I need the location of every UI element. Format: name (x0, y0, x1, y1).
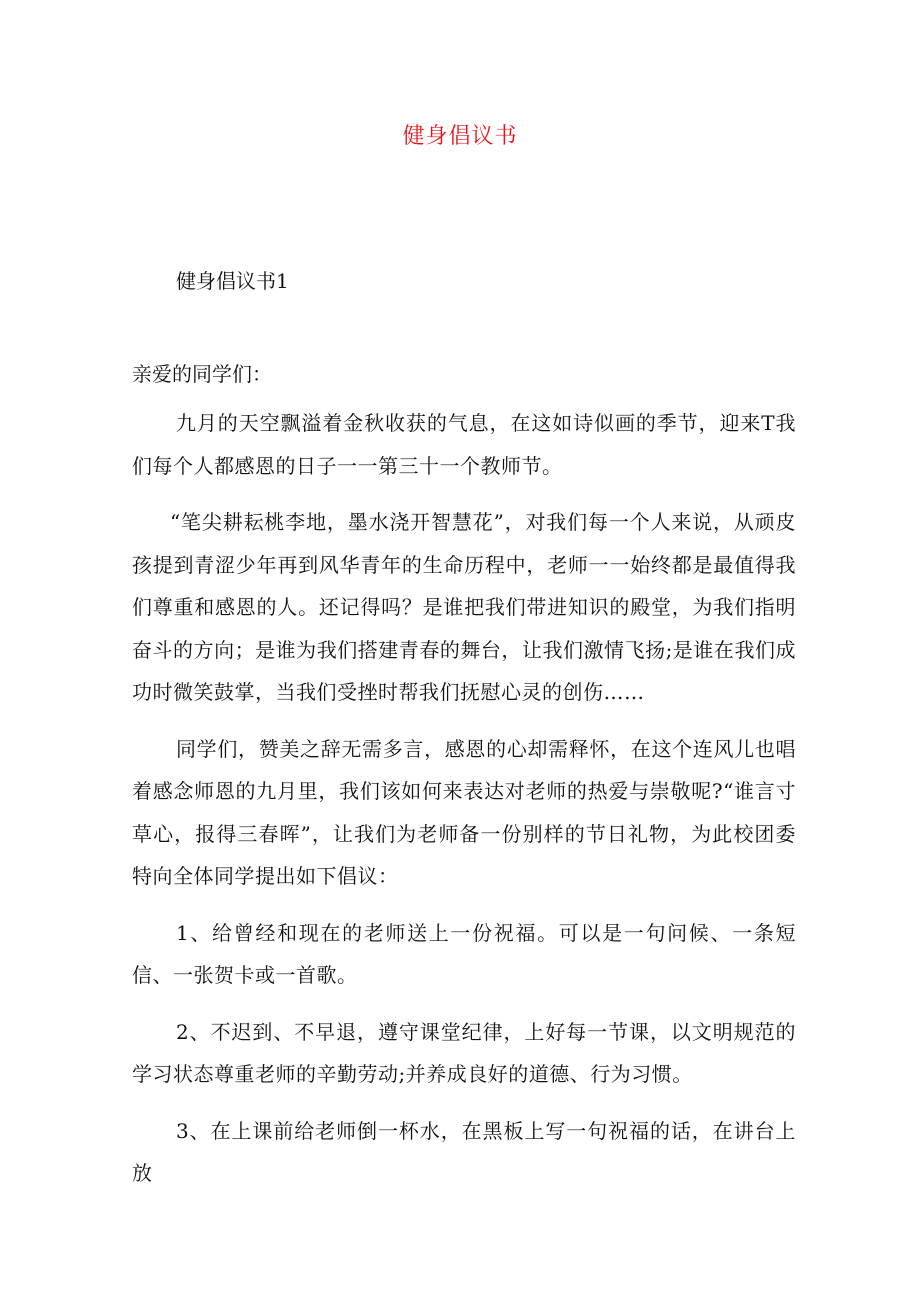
document-title: 健身倡议书 (402, 124, 518, 149)
salutation: 亲爱的同学们： (132, 362, 272, 386)
section-heading: 健身倡议书1 (176, 269, 289, 293)
paragraph-item-3: 3、在上课前给老师倒一杯水，在黑板上写一句祝福的话，在讲台上放 (132, 1118, 796, 1185)
paragraph-intro: 九月的天空飘溢着金秋收获的气息，在这如诗似画的季节，迎来T我们每个人都感恩的日子一一第三十一个教师节。 (132, 411, 796, 478)
paragraph-item-1: 1、给曾经和现在的老师送上一份祝福。可以是一句问候、一条短信、一张贺卡或一首歌。 (132, 920, 796, 987)
paragraph-item-2: 2、不迟到、不早退，遵守课堂纪律，上好每一节课，以文明规范的学习状态尊重老师的辛勤劳动;并养成良好的道德、行为习惯。 (132, 1019, 796, 1086)
paragraph-quote: “笔尖耕耘桃李地，墨水浇开智慧花”，对我们每一个人来说，从顽皮孩提到青涩少年再到风华青年的生命历程中，老师一一始终都是最值得我们尊重和感恩的人。还记得吗？是谁把我们带进知识的殿堂，为我们指明奋斗的方向；是谁为我们搭建青春的舞台，让我们激情飞扬;是谁在我们成功时微笑鼓掌，当我们受挫时帮我们抚慰心灵的创伤…… (132, 510, 796, 704)
paragraph-proposal: 同学们，赞美之辞无需多言，感恩的心却需释怀，在这个连风儿也唱着感念师恩的九月里，我们该如何来表达对老师的热爱与崇敬呢?“谁言寸草心，报得三春晖”，让我们为老师备一份别样的节日礼物，为此校团委特向全体同学提出如下倡议： (132, 736, 796, 888)
document-body (132, 402, 796, 1209)
